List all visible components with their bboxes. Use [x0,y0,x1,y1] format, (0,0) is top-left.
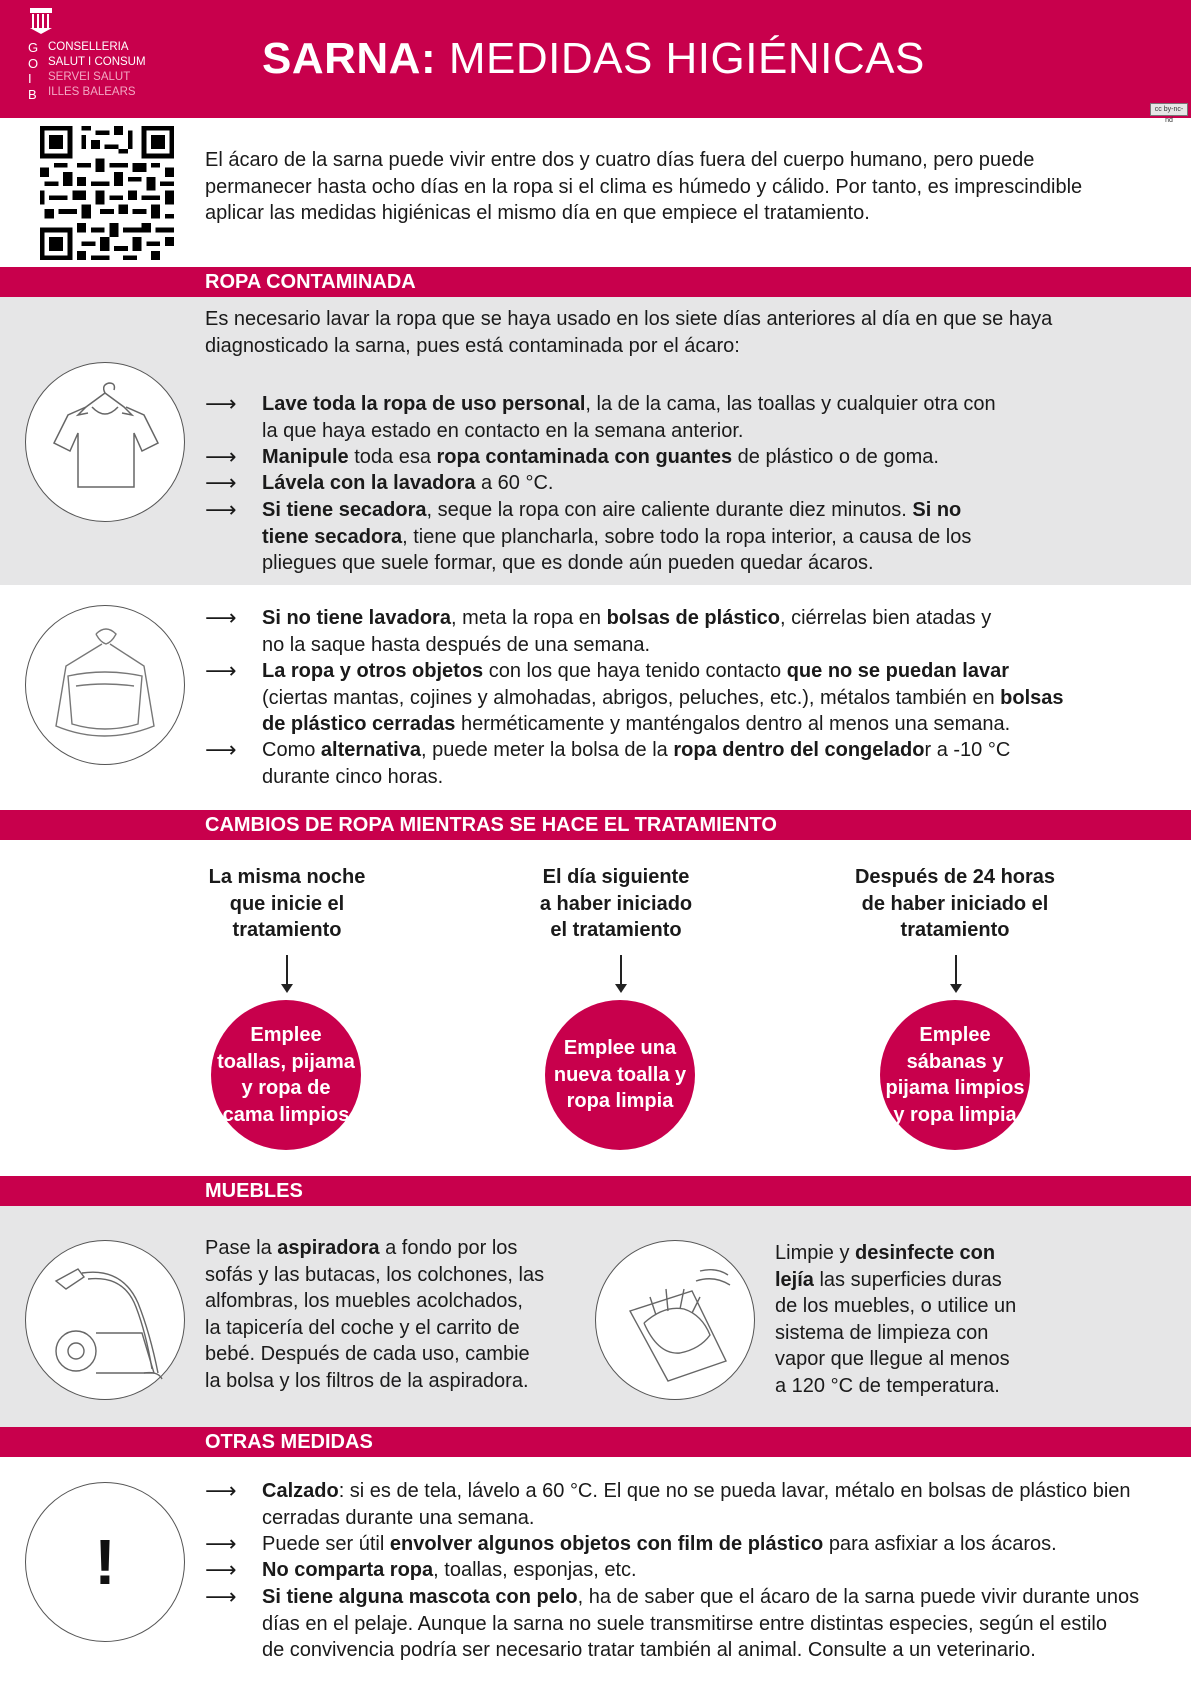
arrow-icon: ⟶ [205,737,237,762]
arrow-icon: ⟶ [205,605,237,630]
step-3-down-arrow-icon [955,955,957,991]
arrow-icon: ⟶ [205,1557,237,1582]
coat-of-arms-icon [30,8,52,34]
license-badge: cc by-nc-nd [1150,103,1188,116]
step-3-heading: Después de 24 horas de haber iniciado el tratamiento [854,866,1056,941]
step-1-heading: La misma noche que inicie el tratamiento [208,866,366,941]
warning-illustration [25,1482,185,1642]
exclamation-icon: ! [94,1526,116,1598]
step-2-down-arrow-icon [620,955,622,991]
arrow-icon: ⟶ [205,497,237,522]
ropa-bullet-4: ⟶ Si tiene secadora, seque la ropa con aire caliente durante diez minutos. Si no tiene secadora, tiene que plancharla, sobre todo la ropa interior, a causa de los pliegues que suele formar, que es donde aún pueden quedar ácaros. [205,497,972,574]
wiping-hand-illustration [595,1240,755,1400]
ropa-bullet-5: ⟶ Si no tiene lavadora, meta la ropa en bolsas de plástico, ciérrelas bien atadas y no la saque hasta después de una semana. [205,605,992,656]
arrow-icon: ⟶ [205,1584,237,1609]
glove-cloth-icon [596,1241,754,1399]
otras-bullet-2: ⟶ Puede ser útil envolver algunos objetos con film de plástico para asfixiar a los ácaros. [205,1531,1057,1556]
ropa-intro: Es necesario lavar la ropa que se haya usado en los siete días anteriores al día en que se haya diagnosticado la sarna, pues está contaminada por el ácaro: [205,308,1053,357]
ropa-bullet-3: ⟶ Lávela con la lavadora a 60 °C. [205,470,554,495]
step-2-circle: Emplee una nueva toalla y ropa limpia [545,1000,695,1150]
arrow-icon: ⟶ [205,391,237,416]
plastic-bag-illustration [25,605,185,765]
arrow-icon: ⟶ [205,1478,237,1503]
ropa-bullet-7: ⟶ Como alternativa, puede meter la bolsa de la ropa dentro del congelador a -10 °C durante cinco horas. [205,737,1011,788]
vacuum-illustration [25,1240,185,1400]
section-title-muebles: MUEBLES [205,1180,303,1202]
step-2-heading: El día siguiente a haber iniciado el tratamiento [539,866,693,941]
section-title-ropa: ROPA CONTAMINADA [205,271,416,293]
section-band-otras [0,1427,1191,1457]
ropa-bullet-2: ⟶ Manipule toda esa ropa contaminada con guantes de plástico o de goma. [205,444,939,469]
muebles-right-text: Limpie y desinfecte con lejía las superficies duras de los muebles, o utilice un sistema de limpieza con vapor que llegue al menos a 120 °C de temperatura. [775,1242,1017,1397]
step-3-circle: Emplee sábanas y pijama limpios y ropa limpia [880,1000,1030,1150]
bag-icon [26,606,184,764]
arrow-icon: ⟶ [205,470,237,495]
otras-bullet-3: ⟶ No comparta ropa, toallas, esponjas, etc. [205,1557,637,1582]
tshirt-icon [26,363,184,521]
arrow-icon: ⟶ [205,444,237,469]
arrow-icon: ⟶ [205,658,237,683]
section-title-otras: OTRAS MEDIDAS [205,1431,373,1453]
section-band-ropa [0,267,1191,297]
step-1-down-arrow-icon [286,955,288,991]
logo-letters: G O I B [28,40,40,102]
otras-bullet-1: ⟶ Calzado: si es de tela, lávelo a 60 °C. El que no se pueda lavar, métalo en bolsas de plástico bien cerradas durante una semana. [205,1478,1131,1529]
ropa-bullet-6: ⟶ La ropa y otros objetos con los que haya tenido contacto que no se puedan lavar (ciertas mantas, cojines y almohadas, abrigos, peluches, etc.), métalos también en bolsas de plástico cerradas herméticamente y manténgalos dentro al menos una semana. [205,658,1064,735]
intro-paragraph: El ácaro de la sarna puede vivir entre dos y cuatro días fuera del cuerpo humano, pero puede permanecer hasta ocho días en la ropa si el clima es húmedo y cálido. Por tanto, es imprescindible aplicar las medidas higiénicas el mismo día en que empiece el tratamiento. [205,149,1083,224]
section-band-muebles [0,1176,1191,1206]
muebles-left-text: Pase la aspiradora a fondo por los sofás y las butacas, los colchones, las alfombras, los muebles acolchados, la tapicería del coche y el carrito de bebé. Después de cada uso, cambie la bolsa y los filtros de la aspiradora. [205,1237,545,1392]
arrow-icon: ⟶ [205,1531,237,1556]
section-title-cambios: CAMBIOS DE ROPA MIENTRAS SE HACE EL TRATAMIENTO [205,814,777,836]
otras-bullet-4: ⟶ Si tiene alguna mascota con pelo, ha de saber que el ácaro de la sarna puede vivir durante unos días en el pelaje. Aunque la sarna no suele transmitirse entre distintas especies, según el estilo de convivencia podría ser necesario tratar también al animal. Consulte a un veterinario. [205,1584,1140,1661]
vacuum-icon [26,1241,184,1399]
ropa-bullet-1: ⟶ Lave toda la ropa de uso personal, la de la cama, las toallas y cualquier otra con la que haya estado en contacto en la semana anterior. [205,391,996,442]
qr-code-icon [40,126,174,260]
logo-text: CONSELLERIA SALUT I CONSUM SERVEI SALUT ILLES BALEARS [48,41,146,98]
tshirt-illustration [25,362,185,522]
step-1-circle: Emplee toallas, pijama y ropa de cama limpios [211,1000,361,1150]
page-title: SARNA: MEDIDAS HIGIÉNICAS [262,34,925,83]
